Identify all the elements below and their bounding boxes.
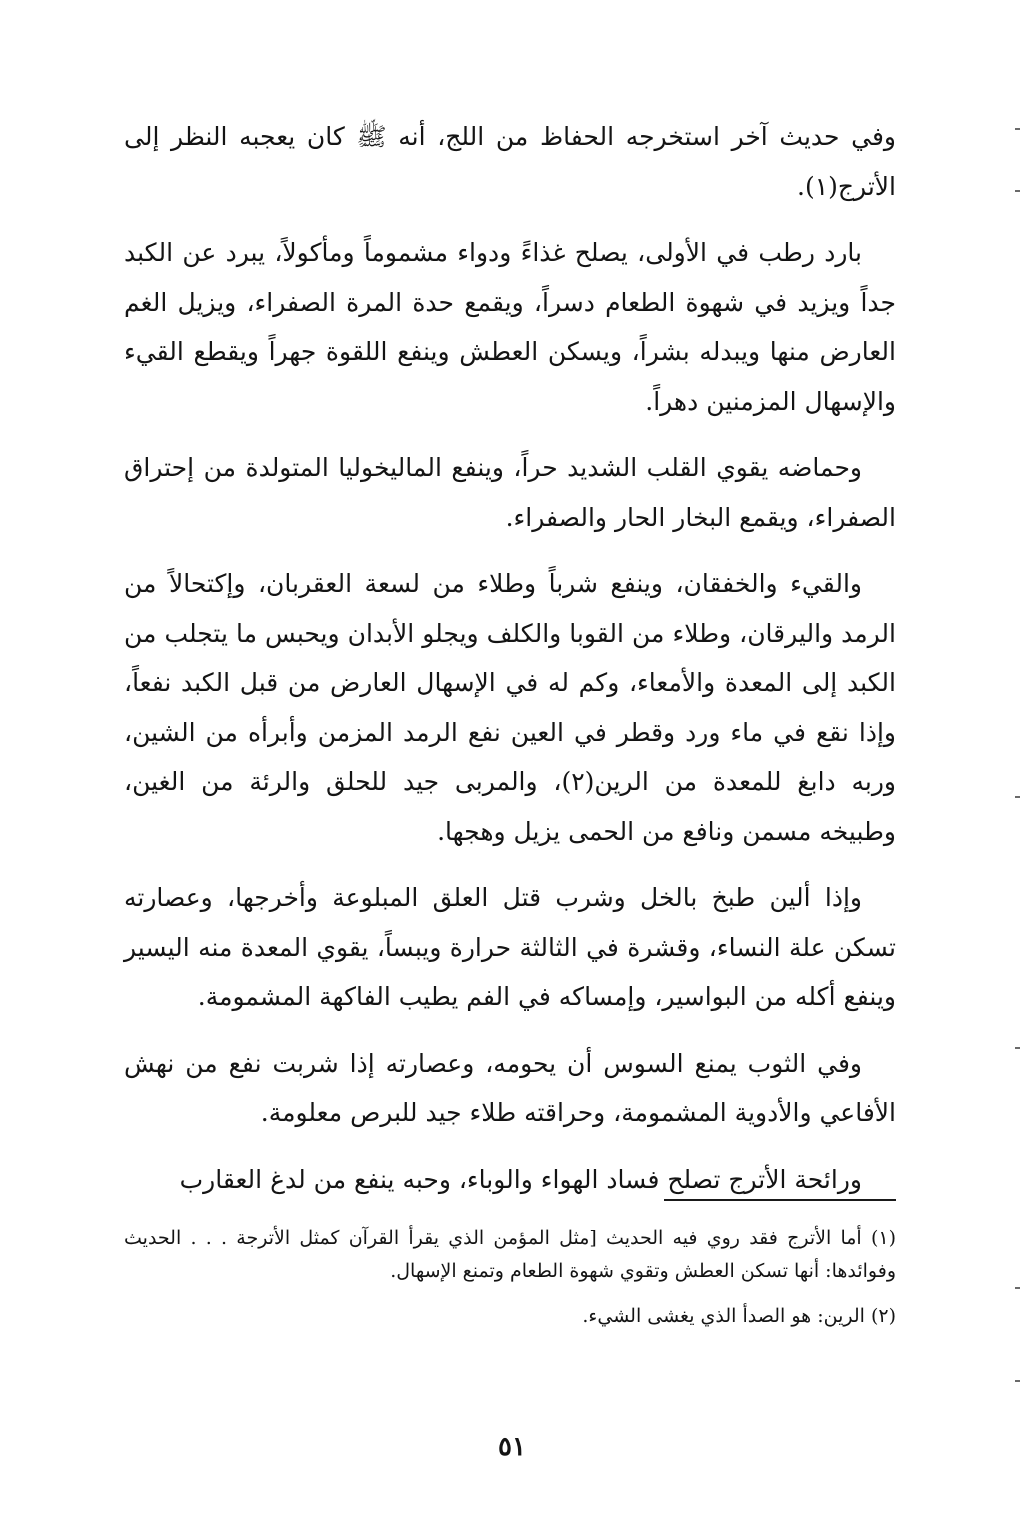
footnotes (124, 1222, 896, 1345)
paragraph-1: وفي حديث آخر استخرجه الحفاظ من اللج، أنه ﷺ كان يعجبه النظر إلى الأترج(١). (124, 122, 896, 201)
scan-edge-mark (1015, 128, 1020, 130)
scan-edge-mark (1015, 190, 1020, 192)
paragraph-3: وحماضه يقوي القلب الشديد حراً، وينفع الماليخوليا المتولدة من إحتراق الصفراء، ويقمع البخار الحار والصفراء. (124, 453, 896, 532)
paragraph-5: وإذا ألين طبخ بالخل وشرب قتل العلق المبلوعة وأخرجها، وعصارته تسكن علة النساء، وقشرة في الثالثة حرارة ويبساً، يقوي المعدة منه اليسير وينفع أكله من البواسير، وإمساكه في الفم يطيب الفاكهة المشمومة. (124, 883, 896, 1011)
scan-edge-mark (1015, 1047, 1020, 1049)
page-number: ٥١ (498, 1432, 526, 1462)
footnote-divider (664, 1199, 896, 1201)
main-text (124, 112, 896, 1221)
paragraph-7: ورائحة الأترج تصلح فساد الهواء والوباء، وحبه ينفع من لدغ العقارب (179, 1164, 862, 1194)
scan-edge-mark (1015, 796, 1020, 798)
paragraph-4: والقيء والخفقان، وينفع شرباً وطلاء من لسعة العقربان، وإكتحالاً من الرمد واليرقان، وطلاء من القوبا والكلف ويجلو الأبدان ويحبس ما يتجلب من الكبد إلى المعدة والأمعاء، وكم له في الإسهال العارض من قبل الكبد نفعاً، وإذا نقع في ماء ورد وقطر في العين نفع الرمد المزمن وأبرأه من الشين، وربه دابغ للمعدة من الرين(٢)، والمربى جيد للحلق والرئة من الغين، وطبيخه مسمن ونافع من الحمى يزيل وهجها. (124, 569, 896, 846)
footnote-2: (٢) الرين: هو الصدأ الذي يغشى الشيء. (582, 1305, 896, 1327)
paragraph-2: بارد رطب في الأولى، يصلح غذاءً ودواء مشموماً ومأكولاً، يبرد عن الكبد جداً ويزيد في شهوة الطعام دسراً، ويقمع حدة المرة الصفراء، ويزيل الغم العارض منها ويبدله بشراً، ويسكن العطش وينفع اللقوة جهراً ويقطع القيء والإسهال المزمنين دهراً. (124, 238, 897, 416)
paragraph-6: وفي الثوب يمنع السوس أن يحومه، وعصارته إذا شربت نفع من نهش الأفاعي والأدوية المشمومة، وحراقته طلاء جيد للبرص معلومة. (124, 1048, 896, 1127)
scan-edge-mark (1015, 1380, 1020, 1382)
scan-edge-mark (1015, 1287, 1020, 1289)
footnote-1: (١) أما الأترج فقد روي فيه الحديث [مثل المؤمن الذي يقرأ القرآن كمثل الأترجة . . . الحديث وفوائدها: أنها تسكن العطش وتقوي شهوة الطعام وتمنع الإسهال. (124, 1227, 896, 1282)
